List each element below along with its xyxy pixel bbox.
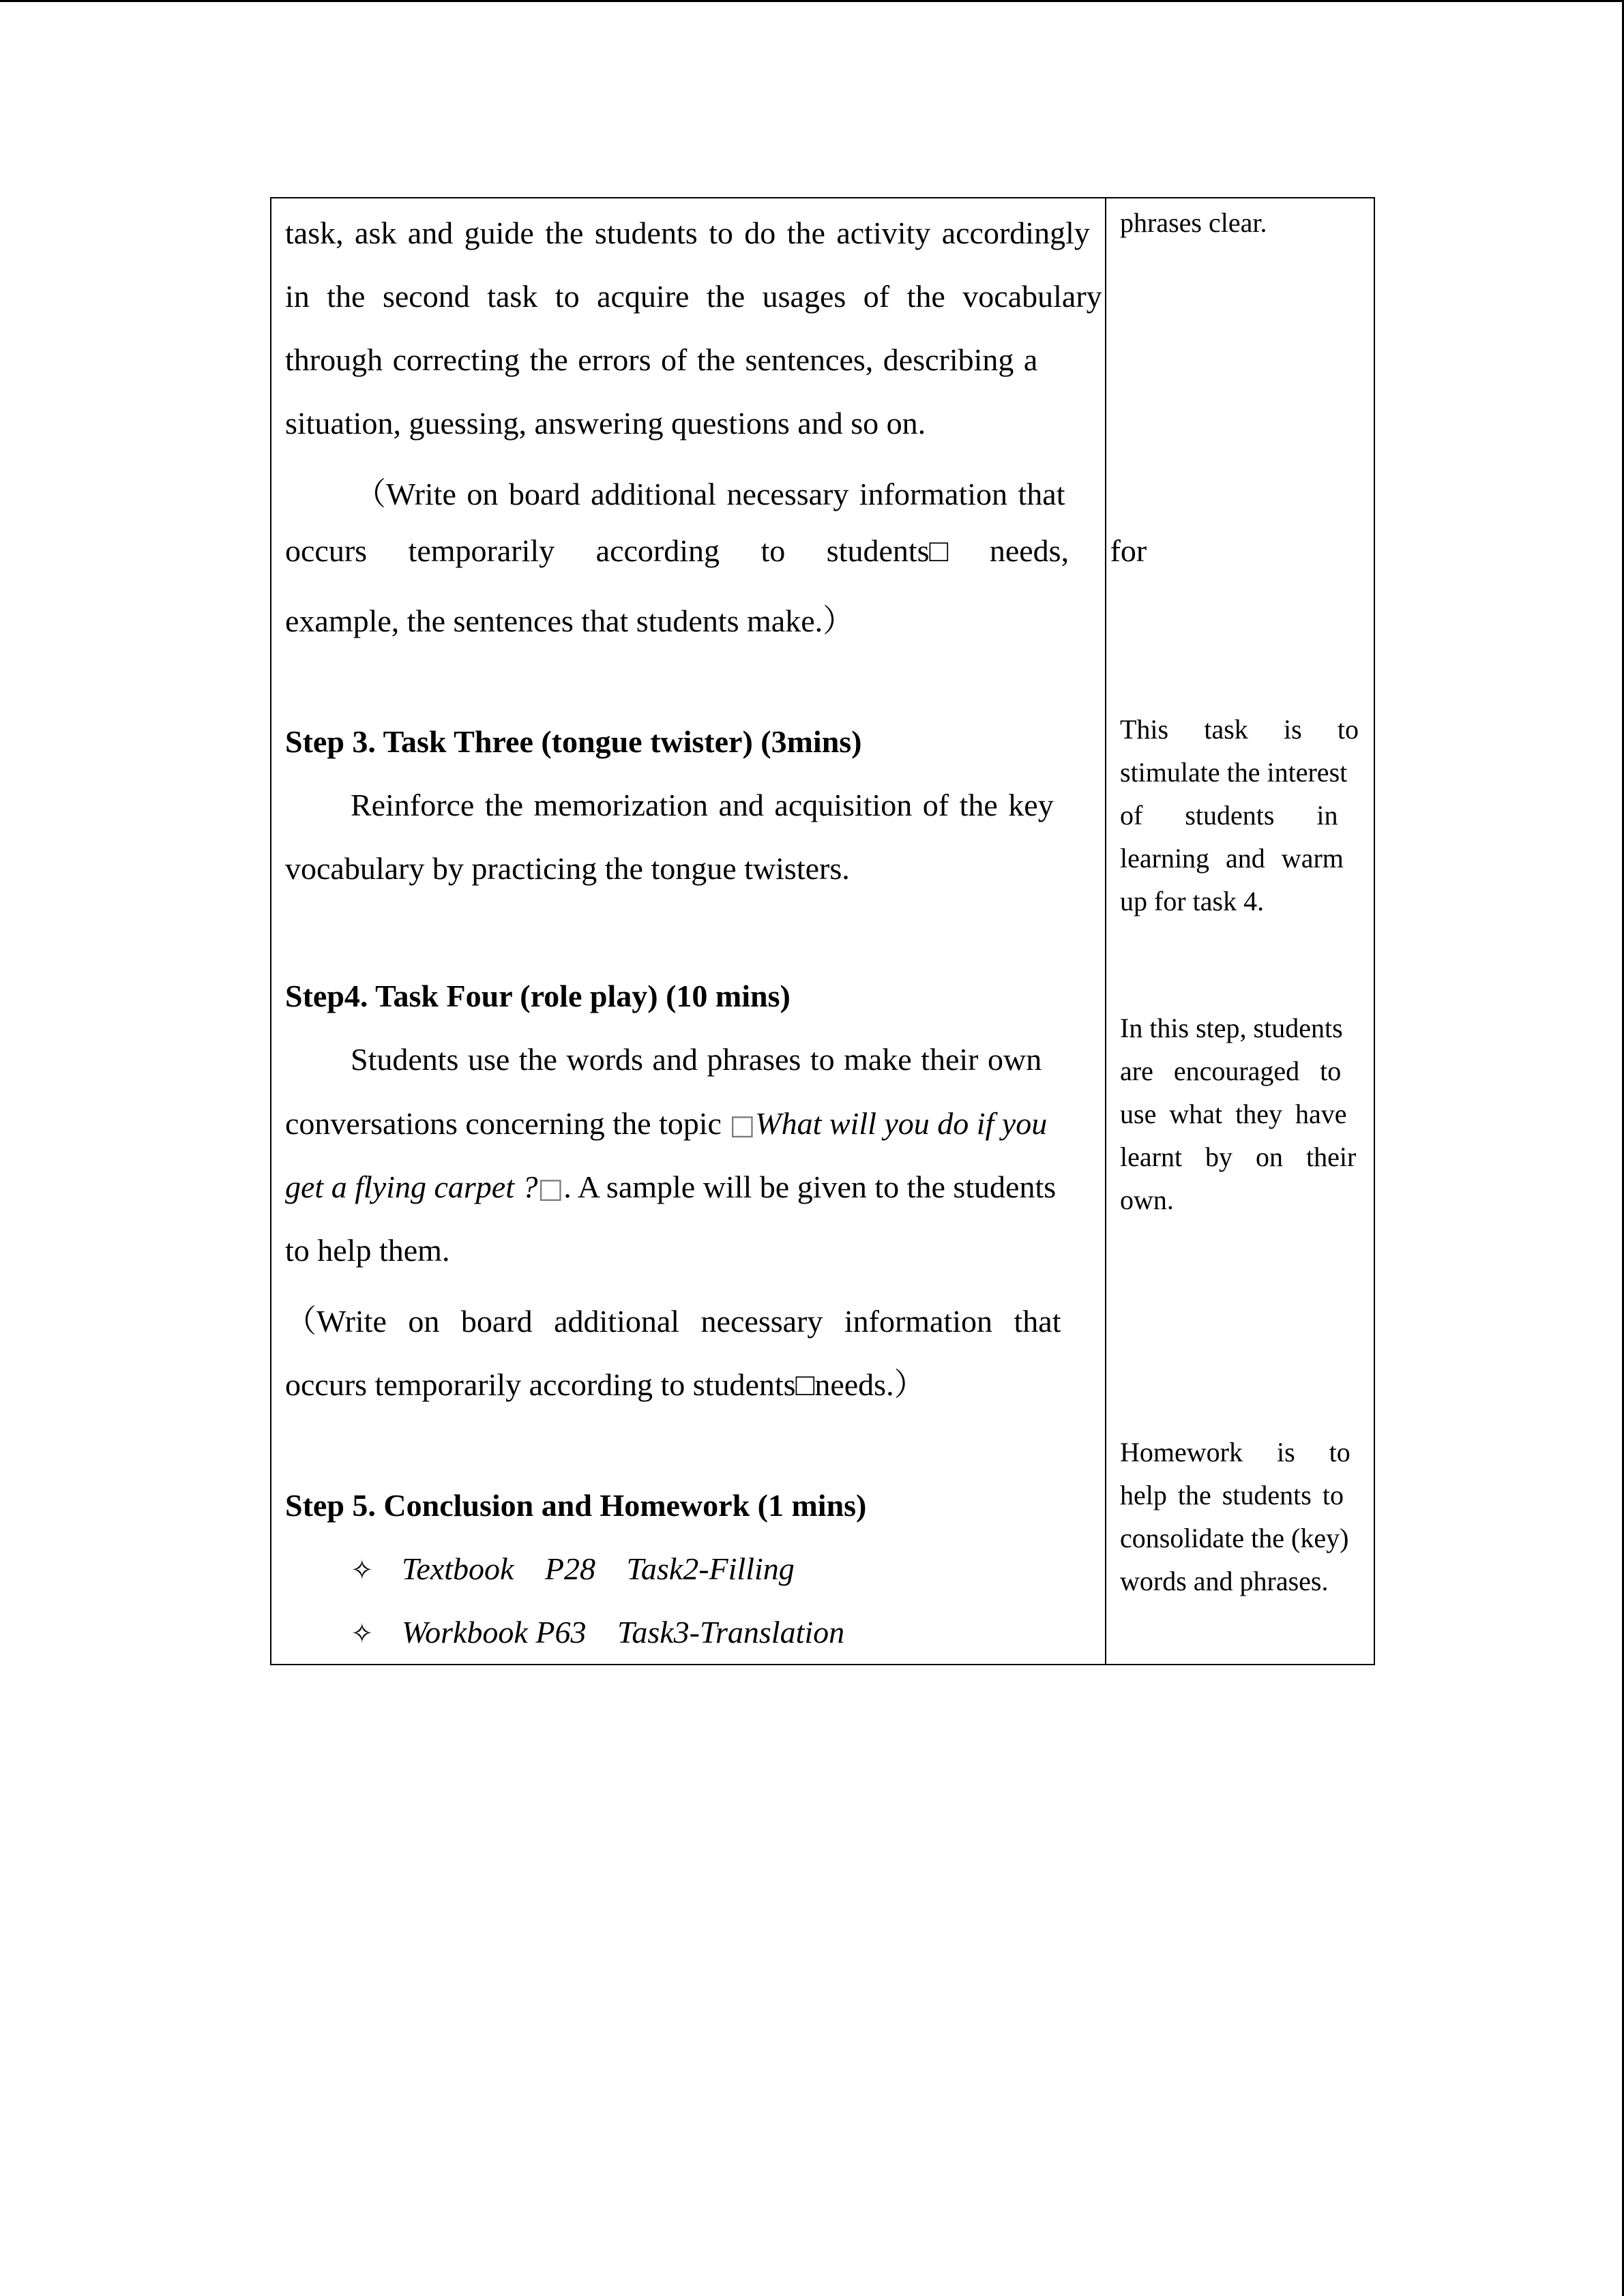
side-note-2-line-3: of students in	[1120, 800, 1338, 831]
side-note-3-line-3: use what they have	[1120, 1099, 1347, 1129]
step4-line-1: Students use the words and phrases to make their own	[351, 1042, 1042, 1077]
side-note-3-line-4: learnt by on their	[1120, 1142, 1357, 1172]
side-note-4-line-4: words and phrases.	[1120, 1566, 1329, 1596]
word: task	[1204, 714, 1248, 745]
step4-note-line-1: （Write on board additional necessary information that	[285, 1304, 1061, 1339]
word: to	[709, 215, 733, 250]
para1-line-3: through correcting the errors of the sentences, describing a	[285, 342, 1038, 377]
side-note-4-line-3: consolidate the (key)	[1120, 1523, 1349, 1553]
step3-heading: Step 3. Task Three (tongue twister) (3mins)	[285, 724, 862, 759]
side-note-2-line-4: learning and warm	[1120, 843, 1344, 874]
side-note-3-line-2: are encouraged to	[1120, 1056, 1342, 1086]
lesson-plan-table	[270, 197, 1375, 1665]
step3-line-2: vocabulary by practicing the tongue twisters.	[285, 851, 850, 886]
step4-heading: Step4. Task Four (role play) (10 mins)	[285, 979, 791, 1013]
word: ask	[355, 215, 397, 250]
word: to	[1337, 714, 1359, 745]
step3-line-1: Reinforce the memorization and acquisition of the key	[351, 788, 1054, 822]
side-note-2-line-1	[1120, 713, 1359, 745]
word: is	[1283, 714, 1302, 745]
homework-2-task: Task3-Translation	[617, 1615, 845, 1650]
quote-close-glyph: □	[537, 1173, 564, 1204]
step4-line-3	[285, 1169, 1056, 1205]
bullet-star-icon: ✧	[351, 1555, 374, 1586]
side-note-2-line-2: stimulate the interest	[1120, 757, 1348, 788]
para1-line-2: in the second task to acquire the usages of the vocabulary	[285, 279, 1102, 314]
page-border-top	[0, 0, 1624, 2]
side-note-2-line-5: up for task 4.	[1120, 886, 1265, 916]
step4-topic-part1: What will you do if you	[755, 1106, 1048, 1141]
step4-line-3-rest: . A sample will be given to the students	[563, 1169, 1057, 1204]
word: activity	[836, 215, 931, 250]
para2-line-1: （Write on board additional necessary information that	[355, 477, 1065, 511]
step4-line-4: to help them.	[285, 1233, 450, 1268]
step4-note-line-2: occurs temporarily according to students□needs.）	[285, 1367, 926, 1402]
word: accordingly	[941, 215, 1090, 250]
para1-line-4: situation, guessing, answering questions and so on.	[285, 406, 926, 441]
para1-line-1	[285, 215, 1090, 251]
side-note-1: phrases clear.	[1120, 207, 1267, 238]
word: do	[744, 215, 776, 250]
bullet-star-icon: ✧	[351, 1618, 374, 1650]
word: students	[594, 215, 698, 250]
word: the	[545, 215, 584, 250]
step4-line-2	[285, 1105, 1047, 1142]
step4-topic-part2: get a flying carpet ?	[285, 1169, 538, 1204]
word: guide	[464, 215, 534, 250]
side-note-3-line-1: In this step, students	[1120, 1013, 1343, 1043]
homework-1-task: Task2-Filling	[626, 1551, 795, 1586]
word: and	[407, 215, 454, 250]
homework-1-book: Textbook	[402, 1551, 514, 1586]
word: This	[1120, 714, 1169, 745]
side-note-4-line-2: help the students to	[1120, 1480, 1344, 1510]
step5-heading: Step 5. Conclusion and Homework (1 mins)	[285, 1488, 867, 1523]
side-note-4-line-1: Homework is to	[1120, 1437, 1350, 1467]
homework-item-1	[351, 1551, 795, 1587]
homework-1-page: P28	[544, 1551, 596, 1586]
homework-2-book: Workbook P63	[402, 1615, 587, 1650]
side-note-3-line-5: own.	[1120, 1184, 1174, 1215]
column-divider	[1105, 198, 1106, 1664]
para2-line-2: occurs temporarily according to students□ needs, for	[285, 533, 1147, 568]
quote-open-glyph: □	[729, 1109, 756, 1141]
para2-line-3: example, the sentences that students make.）	[285, 603, 855, 638]
word: the	[786, 215, 825, 250]
step4-line-2-plain: conversations concerning the topic	[285, 1106, 730, 1141]
word: task,	[285, 215, 344, 250]
homework-item-2	[351, 1614, 844, 1650]
